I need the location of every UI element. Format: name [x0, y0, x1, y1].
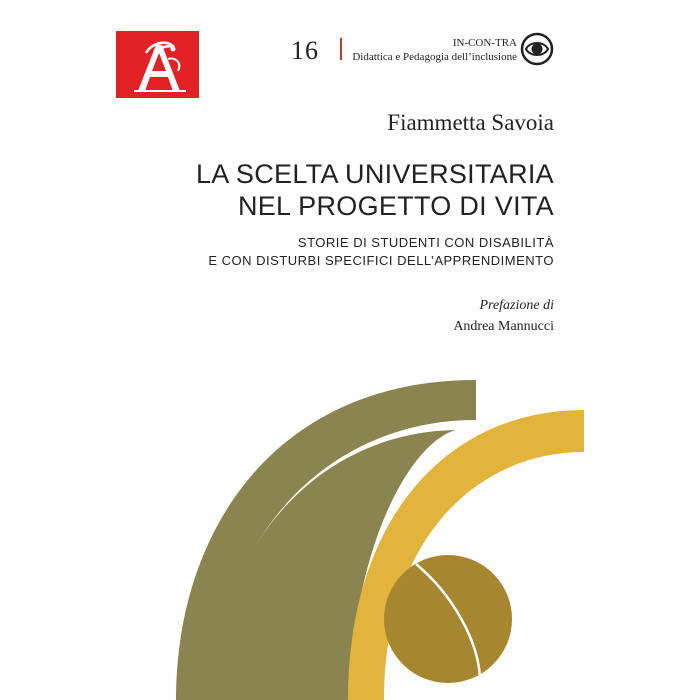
- series-subtitle: Didattica e Pedagogia dell’inclusione: [352, 51, 517, 63]
- title-line-2: NEL PROGETTO DI VITA: [237, 191, 554, 221]
- subtitle-line-2: E CON DISTURBI SPECIFICI DELL’APPRENDIMENTO: [208, 253, 554, 268]
- preface-label: Prefazione di: [479, 298, 554, 313]
- series-name: IN-CON-TRA: [452, 37, 517, 49]
- cover-artwork: [116, 380, 584, 700]
- aracne-logo-icon: [116, 31, 199, 98]
- series-divider: [340, 38, 342, 60]
- series-eye-icon: [520, 32, 554, 66]
- book-subtitle: [208, 234, 554, 270]
- series-number: 16: [291, 36, 319, 65]
- book-title: [196, 158, 554, 222]
- bronze-circle: [384, 555, 512, 683]
- book-cover: [116, 0, 584, 700]
- subtitle-line-1: STORIE DI STUDENTI CON DISABILITÀ: [297, 235, 554, 250]
- series-info: [344, 36, 517, 64]
- preface-author: Andrea Mannucci: [453, 319, 554, 334]
- author-name: Fiammetta Savoia: [387, 110, 554, 135]
- title-line-1: LA SCELTA UNIVERSITARIA: [195, 159, 554, 189]
